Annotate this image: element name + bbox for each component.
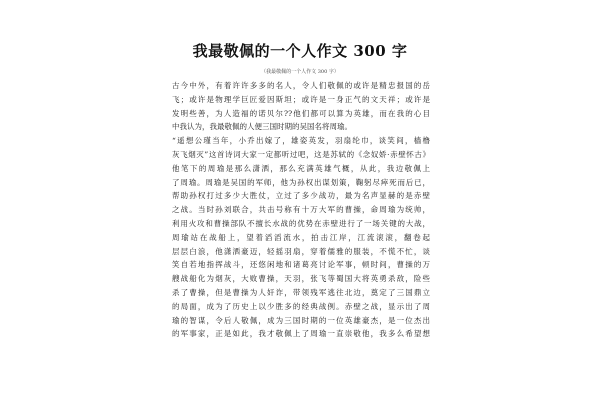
- body-line: 层层白浪，他潇洒豪迈，轻摇羽扇，穿着儒雅的服装，不慌不忙，谈: [172, 246, 430, 256]
- body-line: “遥想公瑾当年，小乔出嫁了，雄姿英发，羽扇纶巾，谈笑间，樯橹: [172, 136, 430, 146]
- body-line: 帮助孙权打过多少大胜仗，立过了多少战功，最为名声显赫的是赤壁: [172, 191, 430, 201]
- body-line: 飞；或许是物理学巨匠爱因斯坦；或许是一身正气的文天祥；或许是: [172, 94, 430, 104]
- document-subtitle: （我最敬佩的一个人作文 300 字）: [261, 69, 339, 75]
- body-line: 之战。当时孙刘联合，共击号称有十万大军的曹操，命周瑜为统帅，: [172, 205, 430, 215]
- body-line: 艘战船化为烟灰，大败曹操，天羽，张飞等蜀国大将英勇杀敌，险些: [172, 274, 430, 284]
- body-line: 的局面，成为了历史上以少胜多的经典战例。赤壁之战，显示出了周: [172, 301, 430, 311]
- body-line: 瑜的智谋，令后人敬佩，成为三国时期的一位英雄豪杰，是一位杰出: [172, 315, 430, 325]
- body-line: 的军事家，正是如此，我才敬佩上了周瑜一直崇敬他，我多么希望想: [172, 329, 430, 339]
- body-line: 发明些善，为人造福的诺贝尔??他们都可以算为英雄，而在我的心目: [172, 108, 430, 118]
- body-line: 利用火攻和曹操部队不擅长水战的优势在赤壁进行了一场关键的大战，: [172, 218, 430, 228]
- body-line: 笑自若地指挥战斗，还悠闲地和诸葛亮讨论军事，顿时间，曹操的万: [172, 260, 430, 270]
- body-line: 他笔下的周瑜是那么潇洒，那么充满英雄气概，从此，我边敬佩上: [172, 163, 430, 173]
- body-line: 杀了曹操，但是曹操为人奸诈，带领残军逃往北边，奠定了三国鼎立: [172, 287, 430, 297]
- body-line: 古今中外，有着许许多多的名人，令人们敬佩的或许是精忠报国的岳: [172, 81, 430, 90]
- body-line: 中我认为，我最敬佩的人便三国时期的吴国名将周瑜。: [172, 122, 352, 132]
- document-title: 我最敬佩的一个人作文 300 字: [192, 42, 408, 60]
- body-line: 周瑜站在战船上，望着滔滔流水，拍击江岸，江流滚滚，翻卷起: [172, 232, 430, 242]
- body-line: 了周瑜。周瑜是吴国的军师，他为孙权出谋划策，鞠躬尽瘁死而后已，: [172, 177, 430, 187]
- document-body: [172, 79, 430, 341]
- body-line: 灰飞烟灭”这首诗词大家一定都听过吧，这是苏轼的《念奴娇·赤壁怀古》: [172, 149, 430, 159]
